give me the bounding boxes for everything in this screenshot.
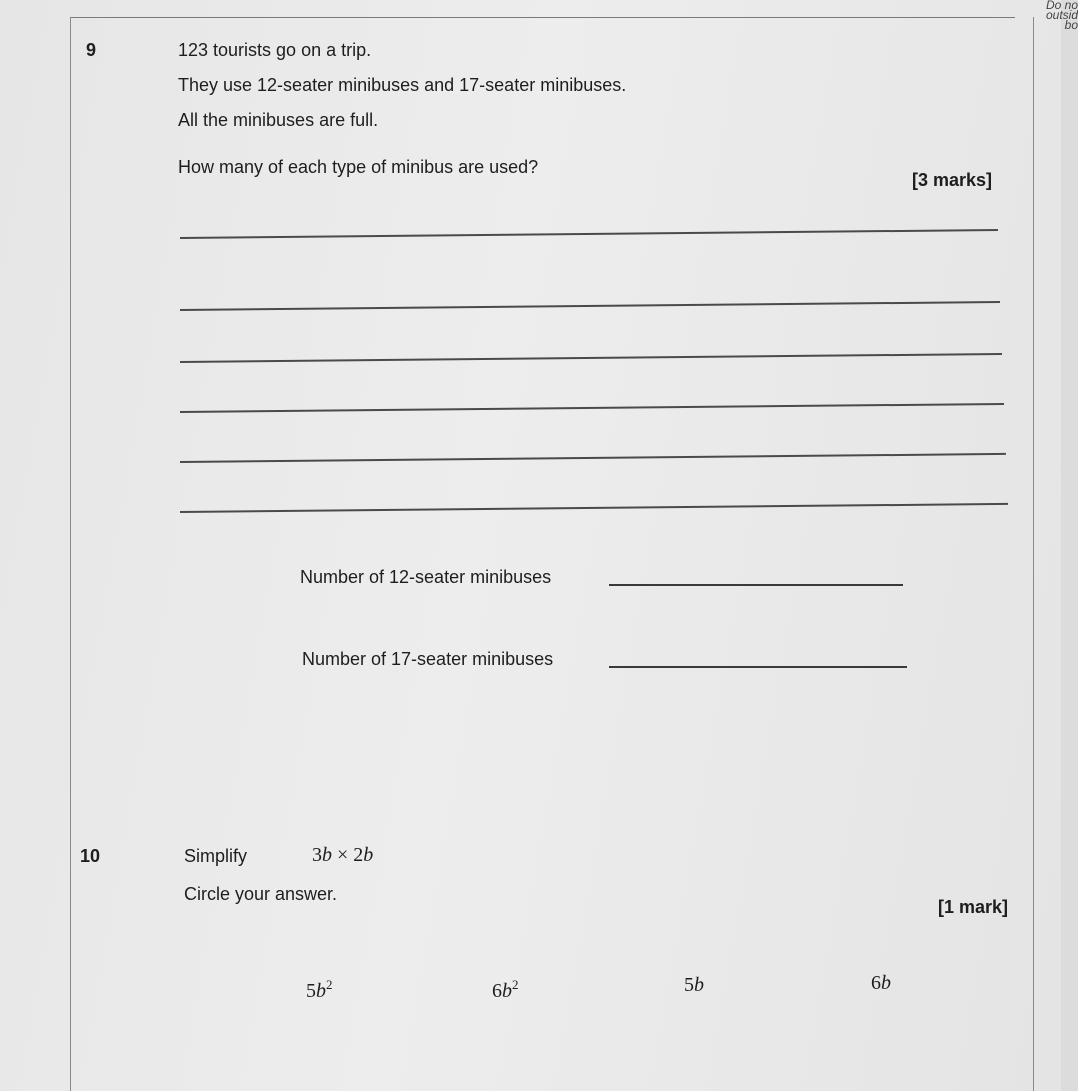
question-10-circle-instruction: Circle your answer.: [184, 884, 338, 904]
working-line[interactable]: [180, 301, 1000, 311]
question-9-line-2: They use 12-seater minibuses and 17-seater minibuses.: [178, 75, 627, 95]
option-coef: 5: [684, 974, 694, 996]
margin-note-line: outsid: [1045, 8, 1078, 22]
margin-note: [1018, 0, 1078, 30]
right-margin-border: [1033, 17, 1034, 1091]
margin-note-line: Do no: [1045, 0, 1078, 12]
question-9-line-3: All the minibuses are full.: [178, 110, 379, 130]
option-var: b: [881, 972, 891, 994]
answer-option-3[interactable]: [684, 974, 704, 997]
working-line[interactable]: [180, 503, 1008, 513]
working-line[interactable]: [180, 453, 1006, 463]
question-9-line-1: 123 tourists go on a trip.: [178, 40, 372, 60]
working-line[interactable]: [180, 403, 1004, 413]
option-coef: 5: [306, 980, 316, 1002]
top-border: [70, 17, 1015, 18]
question-10-marks: [1 mark]: [938, 897, 1009, 917]
option-var: b: [316, 980, 326, 1002]
working-line[interactable]: [180, 353, 1002, 363]
expr-var-b: b: [363, 844, 374, 866]
option-power: 2: [512, 977, 519, 992]
question-9-prompt: How many of each type of minibus are used?: [178, 157, 539, 177]
option-power: 2: [326, 977, 333, 992]
answer-17-seater-blank[interactable]: [609, 666, 907, 668]
margin-note-line: bo: [1064, 18, 1078, 32]
expr-coef-b: 2: [353, 844, 364, 866]
working-line[interactable]: [180, 229, 998, 238]
question-10-number: 10: [80, 846, 101, 866]
expr-var-a: b: [322, 844, 332, 866]
option-var: b: [502, 980, 512, 1002]
option-coef: 6: [492, 980, 502, 1002]
answer-12-seater-blank[interactable]: [609, 584, 903, 586]
option-coef: 6: [871, 972, 881, 994]
question-10-instruction: Simplify: [184, 846, 248, 866]
option-var: b: [694, 974, 704, 996]
question-10-expression: [312, 844, 373, 867]
expr-coef-a: 3: [312, 844, 322, 866]
question-9-number: 9: [86, 40, 97, 60]
answer-17-seater-label: Number of 17-seater minibuses: [302, 649, 554, 669]
answer-option-2[interactable]: [492, 977, 519, 1003]
left-margin-border: [70, 17, 71, 1091]
answer-12-seater-label: Number of 12-seater minibuses: [300, 567, 552, 587]
answer-option-4[interactable]: [871, 972, 891, 995]
answer-option-1[interactable]: [306, 977, 333, 1003]
question-9-marks: [3 marks]: [912, 170, 993, 190]
expr-times: ×: [337, 844, 349, 866]
